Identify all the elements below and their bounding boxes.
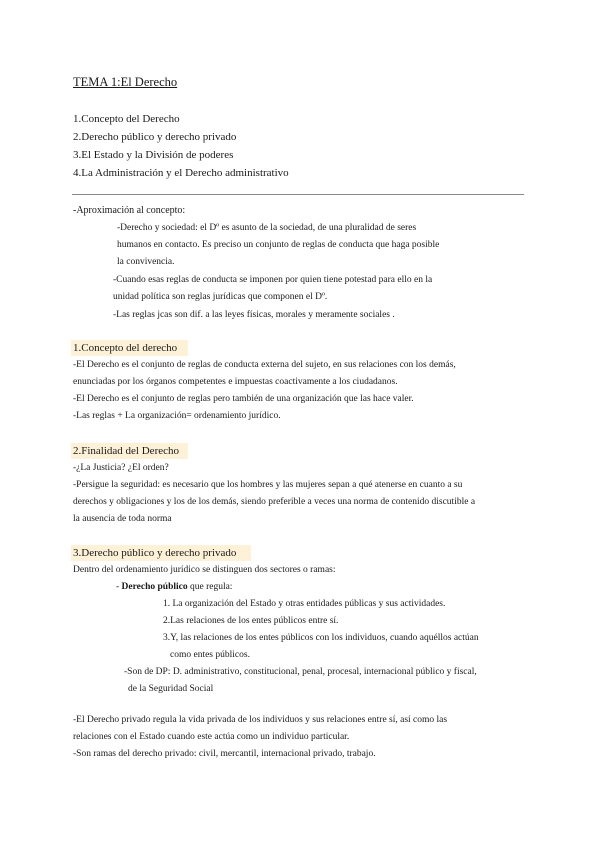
publico-item: como entes públicos. [170, 650, 250, 660]
section-1-line: -Las reglas + La organización= ordenamiento jurídico. [73, 411, 281, 421]
derecho-publico-term: Derecho público [121, 582, 188, 592]
intro-line: unidad política son reglas jurídicas que componen el Dº. [113, 292, 328, 302]
toc-item: 2.Derecho público y derecho privado [73, 131, 237, 143]
publico-item: 3.Y, las relaciones de los entes públicos con los individuos, cuando aquéllos actúan [163, 633, 479, 643]
section-1-line: -El Derecho es el conjunto de reglas pero también de una organización que las hace valer. [73, 394, 414, 404]
ramas-publico-line: -Son de DP: D. administrativo, constitucional, penal, procesal, internacional público y fiscal, [124, 667, 477, 677]
intro-line: -Las reglas jcas son dif. a las leyes físicas, morales y meramente sociales . [113, 310, 395, 320]
toc-item: 1.Concepto del Derecho [73, 113, 180, 125]
intro-line: la convivencia. [117, 257, 175, 267]
divider [72, 194, 524, 195]
intro-line: -Derecho y sociedad: el Dº es asunto de la sociedad, de una pluralidad de seres [117, 223, 417, 233]
section-2-line: -¿La Justicia? ¿El orden? [73, 463, 169, 473]
privado-line: -El Derecho privado regula la vida privada de los individuos y sus relaciones entre sí, así como las [73, 715, 448, 725]
section-1-line: enunciadas por los órganos competentes e impuestas coactivamente a los ciudadanos. [73, 377, 398, 387]
privado-line: -Son ramas del derecho privado: civil, mercantil, internacional privado, trabajo. [73, 749, 376, 759]
section-2-line: derechos y obligaciones y los de los demás, siendo preferible a veces una norma de contenido discutible a [73, 497, 476, 507]
publico-prefix: - [116, 582, 122, 592]
intro-heading: -Aproximación al concepto: [73, 205, 186, 216]
toc-item: 3.El Estado y la División de poderes [73, 149, 234, 161]
publico-suffix: que regula: [187, 582, 233, 592]
section-1-heading: 1.Concepto del derecho [73, 342, 178, 354]
intro-line: humanos en contacto. Es preciso un conjunto de reglas de conducta que haga posible [117, 240, 440, 250]
section-3-heading: 3.Derecho público y derecho privado [73, 547, 237, 559]
privado-line: relaciones con el Estado cuando este actúa como un individuo particular. [73, 732, 350, 742]
section-1-line: -El Derecho es el conjunto de reglas de conducta externa del sujeto, en sus relaciones con los demás, [73, 360, 456, 370]
section-2-heading: 2.Finalidad del Derecho [73, 445, 179, 457]
publico-item: 1. La organización del Estado y otras entidades públicas y sus actividades. [163, 599, 446, 609]
section-2-line: -Persigue la seguridad: es necesario que los hombres y las mujeres sepan a qué atenerse en cuanto a su [73, 480, 463, 490]
derecho-publico-line [116, 583, 232, 593]
toc-item: 4.La Administración y el Derecho administrativo [73, 167, 289, 179]
section-2-line: la ausencia de toda norma [73, 514, 172, 524]
section-3-intro: Dentro del ordenamiento jurídico se distinguen dos sectores o ramas: [73, 565, 336, 575]
intro-line: -Cuando esas reglas de conducta se imponen por quien tiene potestad para ello en la [113, 275, 433, 285]
ramas-publico-line: de la Seguridad Social [128, 684, 214, 694]
publico-item: 2.Las relaciones de los entes públicos entre sí. [163, 616, 339, 626]
page-title: TEMA 1:El Derecho [73, 75, 178, 89]
